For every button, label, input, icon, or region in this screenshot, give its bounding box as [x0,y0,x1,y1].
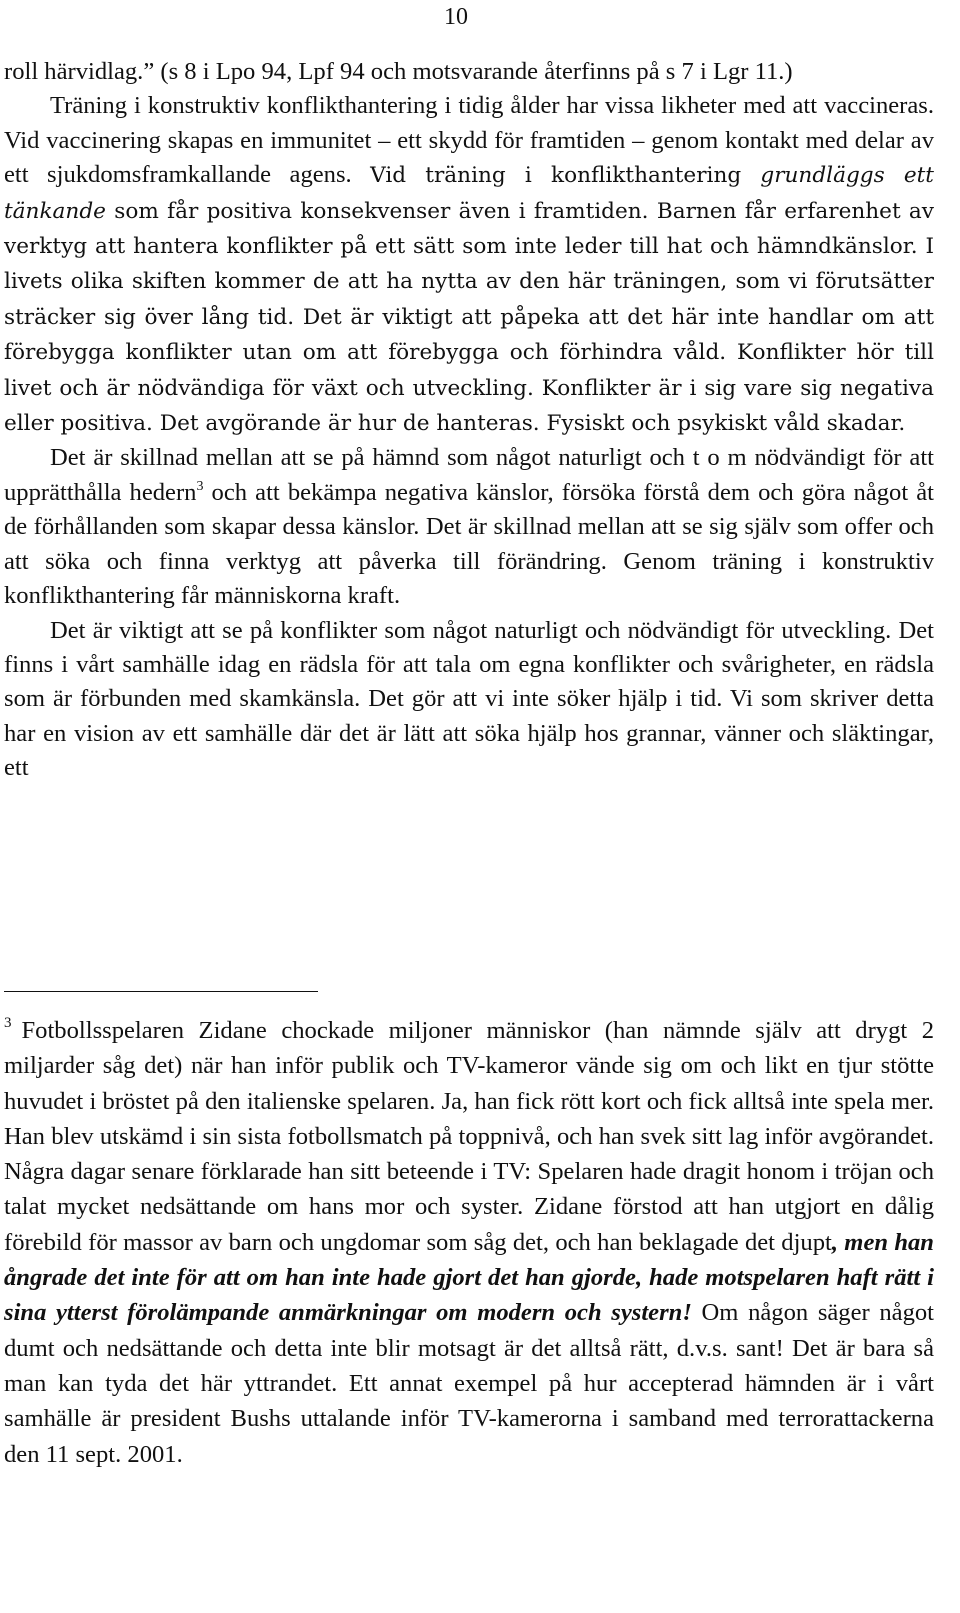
paragraph [4,614,934,786]
paragraph-3-text-a: Det är skillnad mellan att se på hämnd som något naturligt och t o m nödvändigt för att upprätthålla hedern [4,444,934,506]
body-text [4,55,934,786]
footnote-text-b: Om någon säger något dumt och nedsättande och detta inte blir motsagt är det alltså rätt, d.v.s. sant! Det är bara så man kan tyda det här yttrandet. Ett annat exempel på hur accepterad hämnden är i vårt samhälle är president Bushs uttalande inför TV-kamerorna i samband med terrorattackerna den 11 sept. 2001. [4,1299,934,1468]
paragraph-3-text-b: och att bekämpa negativa känslor, försöka förstå dem och göra något åt de förhållanden som skapar dessa känslor. Det är skillnad mellan att se sig själv som offer och att söka och finna verktyg att påverka till förändring. Genom träning i konstruktiv konflikthantering får människorna kraft. [4,478,934,610]
paragraph-2-text-a: Träning i konstruktiv konflikthantering i tidig ålder har vissa likheter med att vaccineras. Vid vaccinering skapas en immunitet – ett skydd för framtiden – genom kontakt med delar av ett sjukdomsframkallande agens. [4,92,934,189]
paragraph-4-text: Det är viktigt att se på konflikter som något naturligt och nödvändigt för utveckling. Det finns i vårt samhälle idag en rädsla för att tala om egna konflikter och svårigheter, en rädsla som är förbunden med skamkänsla. Det gör att vi inte söker hjälp i tid. Vi som skriver detta har en vision av ett samhälle där det är lätt att söka hjälp hos grannar, vänner och släktingar, ett [4,616,934,782]
footnote-emphasis: , men han ångrade det inte för att om han inte hade gjort det han gjorde, hade motspelaren haft rätt i sina ytterst förolämpande anmärkningar om modern och systern! [4,1228,934,1327]
paragraph [4,89,934,441]
footnote-text-a: Fotbollsspelaren Zidane chockade miljoner människor (han nämnde själv att drygt 2 miljarder såg det) när han inför publik och TV-kameror vände sig om och likt en tjur stötte huvudet i bröstet på den italienske spelaren. Ja, han fick rött kort och fick alltså inte spela mer. Han blev utskämd i sin sista fotbollsmatch på toppnivå, och han svek sitt lag inför avgörandet. Några dagar senare förklarade han sitt beteende i TV: Spelaren hade dragit honom i tröjan och talat mycket nedsättande om hans mor och syster. Zidane förstod att han utgjort en dålig förebild för massor av barn och ungdomar som såg det, och han beklagade det djupt [4,1017,934,1256]
footnote-paragraph [4,1006,934,1472]
paragraph-2-text-c: som får positiva konsekvenser även i framtiden. Barnen får erfarenhet av verktyg att hantera konflikter på ett sätt som inte leder till hat och hämndkänslor. I livets olika skiften kommer de att ha nytta av den här träningen, som vi förutsätter sträcker sig över lång tid. Det är viktigt att påpeka att det här inte handlar om att förebygga konflikter utan om att förebygga och förhindra våld. Konflikter hör till livet och är nödvändiga för växt och utveckling. Konflikter är i sig vare sig negativa eller positiva. Det avgörande är hur de hanteras. Fysiskt och psykiskt våld skadar. [4,198,934,437]
footnote-reference[interactable]: 3 [196,478,204,494]
footnote-marker: 3 [4,1015,12,1031]
page-number: 10 [444,4,468,30]
paragraph-1-text: roll härvidlag.” (s 8 i Lpo 94, Lpf 94 och motsvarande återfinns på s 7 i Lgr 11.) [4,58,793,85]
footnote [4,1006,934,1472]
paragraph [4,55,934,89]
paragraph-2-text-b: Vid träning i konflikthantering [370,163,761,189]
footnote-divider [4,991,318,992]
paragraph-2-emphasis: grundläggs ett tänkande [4,163,934,224]
paragraph [4,441,934,613]
